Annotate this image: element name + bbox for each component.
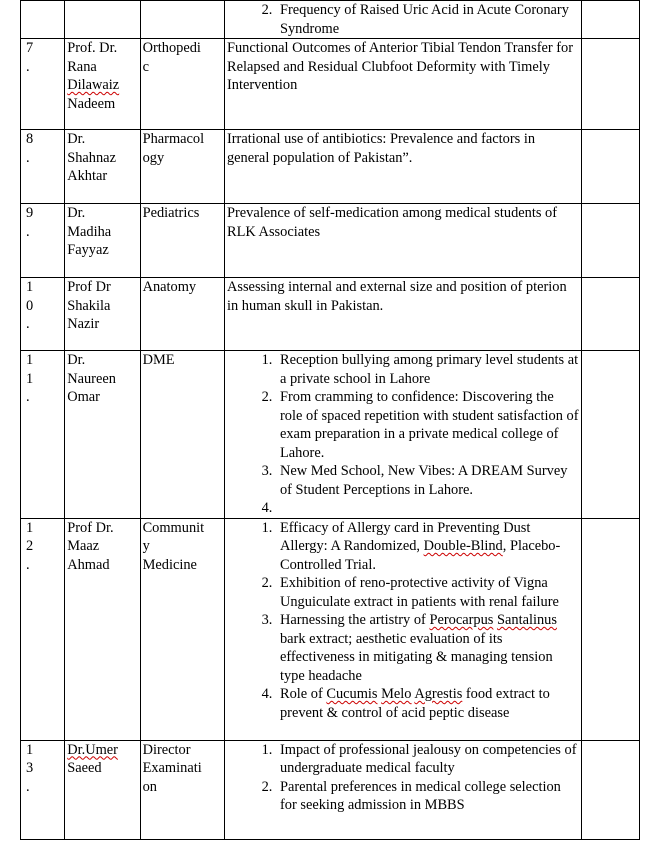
serial-dot: . xyxy=(26,389,30,405)
spellcheck-underline: Perocarpus xyxy=(429,612,494,628)
serial-dot: . xyxy=(26,556,30,573)
research-title-item: 2. Parental preferences in medical college selection for seeking admission in MBBS xyxy=(276,778,579,815)
spellcheck-underline: Dr.Umer xyxy=(67,741,118,758)
investigator-name-line: Prof Dr xyxy=(67,279,111,295)
remarks-cell xyxy=(581,1,639,39)
research-title-item: 1. Impact of professional jealousy on competencies of undergraduate medical faculty xyxy=(276,741,579,778)
investigator-name-line xyxy=(67,741,137,760)
serial-digit: 9 xyxy=(26,205,34,221)
investigator-name-line: Omar xyxy=(67,389,100,405)
remarks-cell xyxy=(581,204,639,278)
investigator-name-cell xyxy=(65,204,140,278)
investigator-name-line: Nadeem xyxy=(67,95,116,112)
serial-number-cell xyxy=(21,351,65,519)
department-cell xyxy=(140,518,224,740)
investigator-name-line: Ahmad xyxy=(67,556,110,573)
investigator-name-line: Fayyaz xyxy=(67,242,109,258)
table-row xyxy=(21,204,640,278)
serial-number-cell xyxy=(21,278,65,351)
investigator-name-line: Dr. xyxy=(67,131,86,147)
serial-digit: 0 xyxy=(26,297,34,314)
serial-digit: 1 xyxy=(26,519,34,536)
serial-digit: 8 xyxy=(26,131,34,147)
serial-number-cell xyxy=(21,130,65,204)
department-line: Examinati xyxy=(142,760,202,776)
serial-number-cell xyxy=(21,204,65,278)
department-line: on xyxy=(142,778,157,795)
research-title-cell xyxy=(224,740,581,839)
research-title-cell xyxy=(224,278,581,351)
department-line: Medicine xyxy=(142,556,197,573)
research-title-item xyxy=(276,499,579,518)
department-line: Director xyxy=(142,741,191,758)
research-title-item: 1. Efficacy of Allergy card in Preventing Dust Allergy: A Randomized, Double-Blind, Placebo-Controlled Trial. xyxy=(276,519,579,575)
serial-digit: 1 xyxy=(26,741,34,758)
department-cell xyxy=(140,39,224,130)
department-line: Pediatrics xyxy=(142,205,200,221)
remarks-cell xyxy=(581,740,639,839)
investigator-name-cell xyxy=(65,518,140,740)
spellcheck-underline: Cucumis xyxy=(326,686,378,702)
research-title-list xyxy=(227,1,579,38)
research-title-item: 2. Exhibition of reno-protective activity of Vigna Unguiculate extract in patients with renal failure xyxy=(276,574,579,611)
department-line: Orthopedi xyxy=(142,40,201,56)
spellcheck-underline: Santalinus xyxy=(496,612,557,628)
remarks-cell xyxy=(581,39,639,130)
research-title-cell xyxy=(224,351,581,519)
spellcheck-underline: Melo xyxy=(381,686,412,702)
department-cell xyxy=(140,1,224,39)
research-title-cell xyxy=(224,39,581,130)
department-cell xyxy=(140,351,224,519)
table-row xyxy=(21,740,640,839)
research-title-item: 2. From cramming to confidence: Discovering the role of spaced repetition with student satisfaction of exam preparation in a private medical college of Lahore. xyxy=(276,388,579,462)
research-title: Assessing internal and external size and position of pterion in human skull in Pakistan. xyxy=(226,279,567,314)
department-line: Communit xyxy=(142,519,205,536)
investigator-name-line: Shahnaz xyxy=(67,149,116,166)
investigator-name-cell xyxy=(65,130,140,204)
investigator-name-cell xyxy=(65,1,140,39)
serial-digit: 1 xyxy=(26,370,34,387)
table-row xyxy=(21,518,640,740)
investigator-name-line: Madiha xyxy=(67,223,112,240)
investigator-name-line: Naureen xyxy=(67,370,116,387)
investigator-name-cell xyxy=(65,39,140,130)
research-title-item: 1. Reception bullying among primary level students at a private school in Lahore xyxy=(276,351,579,388)
research-title-list xyxy=(227,351,579,518)
spellcheck-underline: Agrestis xyxy=(414,686,463,702)
remarks-cell xyxy=(581,130,639,204)
table-row xyxy=(21,1,640,39)
serial-number-cell xyxy=(21,1,65,39)
remarks-cell xyxy=(581,518,639,740)
investigator-name-cell xyxy=(65,278,140,351)
serial-number-cell xyxy=(21,518,65,740)
research-title-item: 4. Role of Cucumis Melo Agrestis food extract to prevent & control of acid peptic disease xyxy=(276,685,579,722)
research-title-item: 3. Harnessing the artistry of Perocarpus Santalinus bark extract; aesthetic evaluation of its effectiveness in mitigating & managing tension type headache xyxy=(276,611,579,685)
research-title-cell xyxy=(224,204,581,278)
department-cell xyxy=(140,130,224,204)
serial-dot: . xyxy=(26,316,30,332)
investigator-name-line xyxy=(67,76,137,95)
investigator-name-line: Prof Dr. xyxy=(67,519,114,536)
serial-number-cell xyxy=(21,740,65,839)
investigator-name-line: Prof. Dr. xyxy=(67,40,118,56)
research-table xyxy=(20,0,640,840)
research-title: Prevalence of self-medication among medical students of RLK Associates xyxy=(226,205,558,240)
investigator-name-line: Dr. xyxy=(67,352,86,368)
research-title-cell xyxy=(224,1,581,39)
department-line: ogy xyxy=(142,149,165,166)
investigator-name-line: Maaz xyxy=(67,538,100,554)
spellcheck-underline: Double-Blind xyxy=(423,538,503,554)
serial-digit: 1 xyxy=(26,279,34,295)
serial-dot: . xyxy=(26,223,30,240)
table-row xyxy=(21,278,640,351)
department-line: DME xyxy=(142,352,175,368)
research-title-list xyxy=(227,519,579,723)
department-cell xyxy=(140,278,224,351)
serial-number-cell xyxy=(21,39,65,130)
department-line: c xyxy=(142,58,149,75)
serial-dot: . xyxy=(26,58,30,75)
research-title: Functional Outcomes of Anterior Tibial Tendon Transfer for Relapsed and Residual Clubfoot Deformity with Timely Intervention xyxy=(226,40,574,93)
remarks-cell xyxy=(581,351,639,519)
department-line: Anatomy xyxy=(142,279,197,295)
investigator-name-cell xyxy=(65,351,140,519)
investigator-name-line: Akhtar xyxy=(67,168,108,184)
serial-digit: 2 xyxy=(26,538,34,554)
serial-digit: 7 xyxy=(26,40,34,56)
department-line: Pharmacol xyxy=(142,131,205,147)
table-row xyxy=(21,351,640,519)
investigator-name-line: Nazir xyxy=(67,316,100,332)
department-cell xyxy=(140,204,224,278)
department-cell xyxy=(140,740,224,839)
investigator-name-cell xyxy=(65,740,140,839)
investigator-name-line: Dr. xyxy=(67,205,86,221)
serial-dot: . xyxy=(26,778,30,795)
department-line: y xyxy=(142,538,150,554)
serial-dot: . xyxy=(26,149,30,166)
research-title-item: 2. Frequency of Raised Uric Acid in Acute Coronary Syndrome xyxy=(276,1,579,38)
investigator-name-line: Rana xyxy=(67,58,97,75)
investigator-name-line: Shakila xyxy=(67,297,111,314)
table-row xyxy=(21,130,640,204)
research-title-item: 3. New Med School, New Vibes: A DREAM Survey of Student Perceptions in Lahore. xyxy=(276,462,579,499)
serial-digit: 3 xyxy=(26,760,34,776)
table-row xyxy=(21,39,640,130)
research-title-cell xyxy=(224,518,581,740)
spellcheck-underline: Dilawaiz xyxy=(67,77,120,93)
serial-digit: 1 xyxy=(26,352,34,368)
investigator-name-line: Saeed xyxy=(67,760,102,776)
research-title: Irrational use of antibiotics: Prevalence and factors in general population of Pakistan”. xyxy=(226,131,536,166)
remarks-cell xyxy=(581,278,639,351)
research-title-list xyxy=(227,741,579,815)
research-title-cell xyxy=(224,130,581,204)
